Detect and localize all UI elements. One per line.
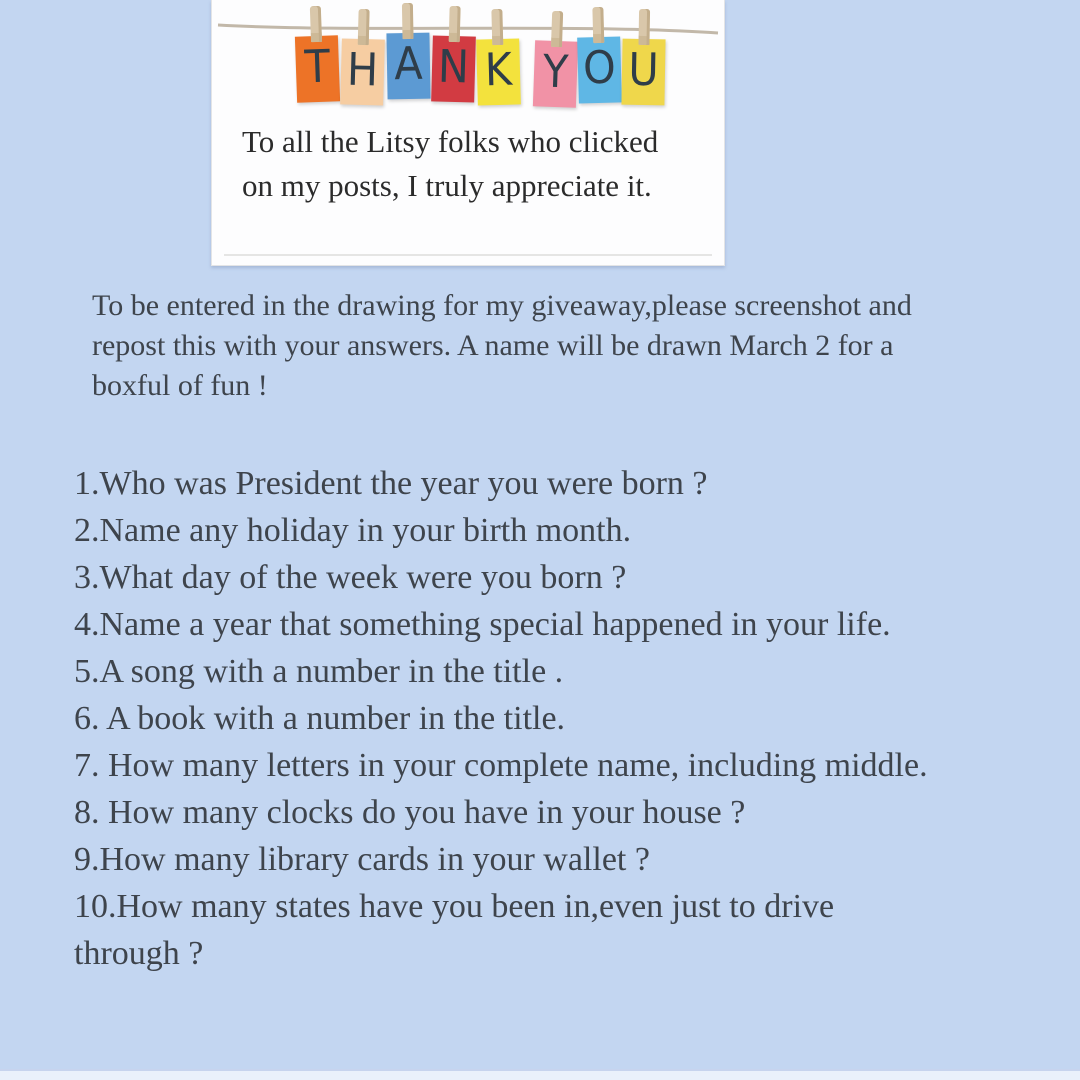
letter-tag bbox=[577, 36, 622, 103]
question-item: 5.A song with a number in the title . bbox=[74, 653, 564, 690]
question-item: 8. How many clocks do you have in your house ? bbox=[74, 794, 746, 831]
letter-tag bbox=[295, 35, 340, 102]
tag-letter: T bbox=[303, 39, 331, 94]
tag-letter: U bbox=[627, 42, 660, 97]
letter-tag bbox=[476, 38, 521, 105]
letter-tag bbox=[386, 33, 430, 100]
tag-letter: A bbox=[393, 36, 424, 91]
tag-letter: H bbox=[346, 42, 379, 97]
letter-tag bbox=[340, 38, 385, 105]
card-divider bbox=[224, 254, 712, 256]
letter-tag bbox=[533, 40, 578, 107]
question-list bbox=[74, 460, 938, 977]
question-item: 2.Name any holiday in your birth month. bbox=[74, 512, 632, 549]
thank-you-banner bbox=[212, 0, 726, 120]
card-message: To all the Litsy folks who clicked on my posts, I truly appreciate it. bbox=[242, 124, 659, 203]
question-item: 9.How many library cards in your wallet ? bbox=[74, 841, 650, 878]
giveaway-instructions: To be entered in the drawing for my giveaway,please screenshot and repost this with your answers. A name will be drawn March 2 for a boxful of fun ! bbox=[92, 289, 912, 402]
tag-letter: N bbox=[437, 39, 470, 94]
question-item: 4.Name a year that something special happened in your life. bbox=[74, 606, 891, 643]
tag-letter: K bbox=[484, 42, 513, 97]
question-item: 10.How many states have you been in,even just to drive through ? bbox=[74, 888, 835, 972]
tag-letter: O bbox=[582, 40, 617, 95]
letter-tag bbox=[431, 35, 476, 102]
question-item: 3.What day of the week were you born ? bbox=[74, 559, 627, 596]
letter-tag bbox=[621, 39, 665, 106]
question-item: 7. How many letters in your complete name, including middle. bbox=[74, 747, 928, 784]
tag-letter: Y bbox=[542, 44, 570, 99]
bottom-edge-strip bbox=[0, 1069, 1080, 1080]
question-item: 6. A book with a number in the title. bbox=[74, 700, 566, 737]
question-item: 1.Who was President the year you were born ? bbox=[74, 465, 708, 502]
thank-you-card bbox=[211, 0, 725, 266]
